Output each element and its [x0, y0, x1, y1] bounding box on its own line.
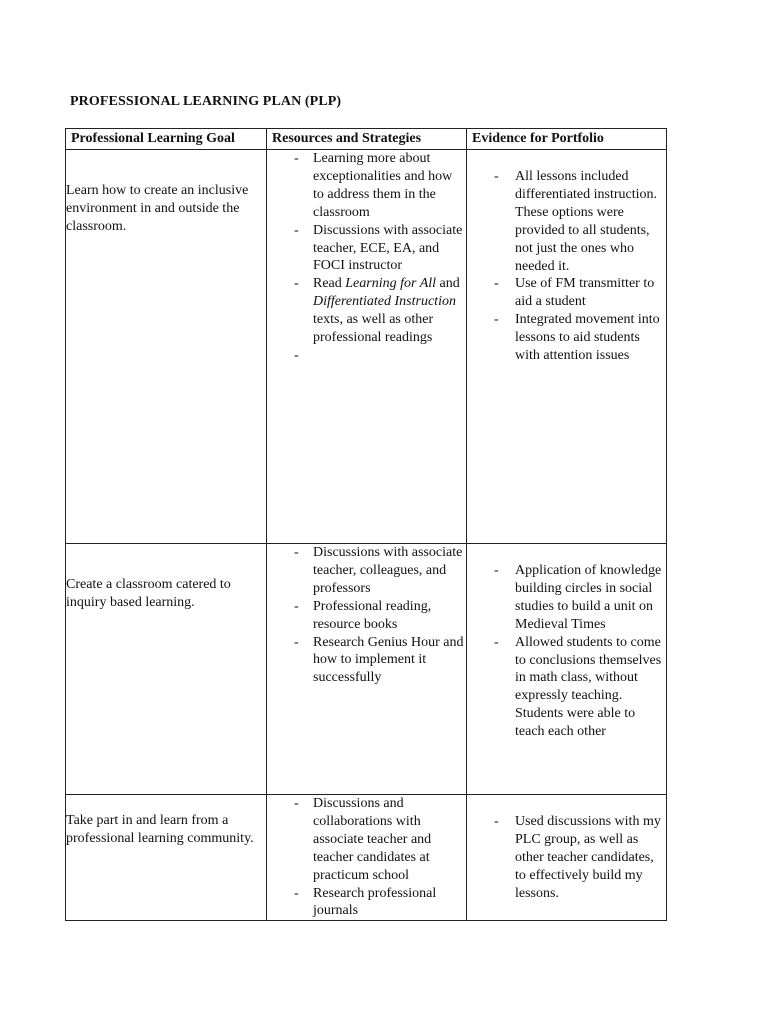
- list-item: - Discussions with associate teacher, ECE, EA, and FOCI instructor: [267, 222, 466, 276]
- table-row: [66, 544, 667, 795]
- list-item-text: and: [436, 276, 460, 292]
- evidence-list: [467, 150, 666, 365]
- resources-list: [267, 150, 466, 365]
- evidence-cell: [467, 150, 667, 544]
- list-item: - Research professional journals: [267, 885, 466, 921]
- evidence-list: [467, 544, 666, 741]
- table-header-row: [66, 129, 667, 150]
- document-title: PROFESSIONAL LEARNING PLAN (PLP): [70, 94, 342, 109]
- goal-text: Learn how to create an inclusive environment in and outside the classroom.: [66, 183, 249, 234]
- empty-list-item: [267, 347, 466, 365]
- list-item: - Professional reading, resource books: [267, 598, 466, 634]
- goal-cell: [66, 150, 267, 544]
- plp-table: [65, 128, 667, 921]
- list-item: - Discussions with associate teacher, colleagues, and professors: [267, 544, 466, 598]
- resources-cell: [267, 544, 467, 795]
- resources-list: [267, 544, 466, 687]
- book-title: Differentiated Instruction: [313, 294, 456, 310]
- resources-list: [267, 795, 466, 920]
- goal-cell: [66, 795, 267, 921]
- column-header-goal: Professional Learning Goal: [66, 129, 267, 150]
- list-item-text: texts, as well as other professional readings: [313, 312, 434, 346]
- evidence-cell: [467, 795, 667, 921]
- column-header-resources: Resources and Strategies: [267, 129, 467, 150]
- goal-text: Take part in and learn from a professional learning community.: [66, 813, 254, 846]
- list-item: - Used discussions with my PLC group, as well as other teacher candidates, to effectively build my lessons.: [467, 813, 666, 903]
- list-item: - Integrated movement into lessons to aid students with attention issues: [467, 311, 666, 365]
- list-item: - Use of FM transmitter to aid a student: [467, 275, 666, 311]
- list-item: [267, 275, 466, 347]
- resources-cell: [267, 795, 467, 921]
- list-item: - All lessons included differentiated instruction. These options were provided to all students, not just the ones who needed it.: [467, 168, 666, 275]
- goal-text: Create a classroom catered to inquiry based learning.: [66, 577, 231, 610]
- table-row: [66, 795, 667, 921]
- goal-cell: [66, 544, 267, 795]
- list-item: - Research Genius Hour and how to implement it successfully: [267, 634, 466, 688]
- evidence-cell: [467, 544, 667, 795]
- book-title: Learning for All: [345, 276, 437, 292]
- list-item-text: Read: [313, 276, 346, 292]
- resources-cell: [267, 150, 467, 544]
- evidence-list: [467, 795, 666, 903]
- list-item: - Learning more about exceptionalities and how to address them in the classroom: [267, 150, 466, 222]
- list-item: - Allowed students to come to conclusions themselves in math class, without expressly teaching. Students were able to teach each other: [467, 634, 666, 741]
- list-item: - Application of knowledge building circles in social studies to build a unit on Medieval Times: [467, 562, 666, 634]
- column-header-evidence: Evidence for Portfolio: [467, 129, 667, 150]
- table-row: [66, 150, 667, 544]
- list-item: - Discussions and collaborations with associate teacher and teacher candidates at practicum school: [267, 795, 466, 885]
